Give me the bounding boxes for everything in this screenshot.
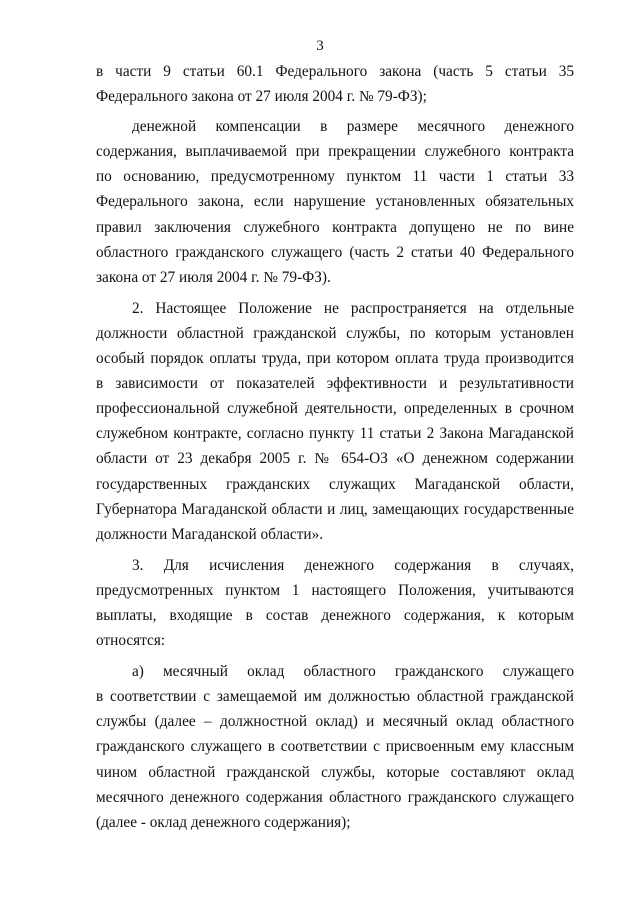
text-line: предусмотренных пунктом 1 настоящего Положения, учитываются (96, 581, 574, 599)
text-line: содержания, выплачиваемой при прекращении служебного контракта (96, 143, 574, 161)
text-line: гражданского служащего в соответствии с присвоенным ему классным (96, 738, 574, 756)
text-line: службы (далее – должностной оклад) и месячный оклад областного (96, 713, 574, 731)
text-line: месячного денежного содержания областного гражданского служащего (96, 788, 574, 806)
text-line: а) месячный оклад областного гражданского служащего (132, 663, 574, 681)
text-line: в соответствии с замещаемой им должностью областной гражданской (96, 688, 574, 706)
text-line: должности областной гражданской службы, по которым установлен (96, 324, 574, 342)
text-line: 2. Настоящее Положение не распространяется на отдельные (132, 299, 574, 317)
text-line: правил заключения служебного контракта допущено не по вине (96, 218, 574, 236)
text-line: Губернатора Магаданской области и лиц, замещающих государственные (96, 500, 574, 518)
text-line: выплаты, входящие в состав денежного содержания, к которым (96, 606, 574, 624)
text-line: государственных гражданских служащих Магаданской области, (96, 475, 574, 493)
paragraph-2 (96, 114, 574, 290)
text-line: Федерального закона от 27 июля 2004 г. № 79-ФЗ); (96, 88, 427, 106)
text-line: области от 23 декабря 2005 г. № 654-ОЗ «О денежном содержании (96, 450, 574, 468)
text-line: чином областной гражданской службы, которые составляют оклад (96, 763, 574, 781)
text-line: областного гражданского служащего (часть 2 статьи 40 Федерального (96, 243, 574, 261)
text-line: денежной компенсации в размере месячного денежного (132, 118, 574, 136)
text-line: служебном контракте, согласно пункту 11 статьи 2 Закона Магаданской (96, 425, 574, 443)
text-line: относятся: (96, 632, 166, 650)
text-line: должности Магаданской области». (96, 525, 324, 543)
document-body (96, 59, 574, 835)
text-line: в зависимости от показателей эффективности и результативности (96, 375, 574, 393)
text-line: по основанию, предусмотренному пунктом 11 части 1 статьи 33 (96, 168, 574, 186)
text-line: особый порядок оплаты труда, при котором оплата труда производится (96, 350, 574, 368)
paragraph-1 (96, 59, 574, 109)
paragraph-3 (96, 296, 574, 547)
text-line: Федерального закона, если нарушение установленных обязательных (96, 193, 574, 211)
paragraph-5 (96, 659, 574, 835)
page-number: 3 (316, 38, 324, 54)
text-line: (далее - оклад денежного содержания); (96, 813, 351, 831)
text-line: закона от 27 июля 2004 г. № 79-ФЗ). (96, 268, 331, 286)
text-line: в части 9 статьи 60.1 Федерального закона (часть 5 статьи 35 (96, 63, 574, 80)
paragraph-4 (96, 553, 574, 653)
text-line: профессиональной служебной деятельности, определенных в срочном (96, 400, 574, 418)
text-line: 3. Для исчисления денежного содержания в случаях, (132, 556, 574, 574)
